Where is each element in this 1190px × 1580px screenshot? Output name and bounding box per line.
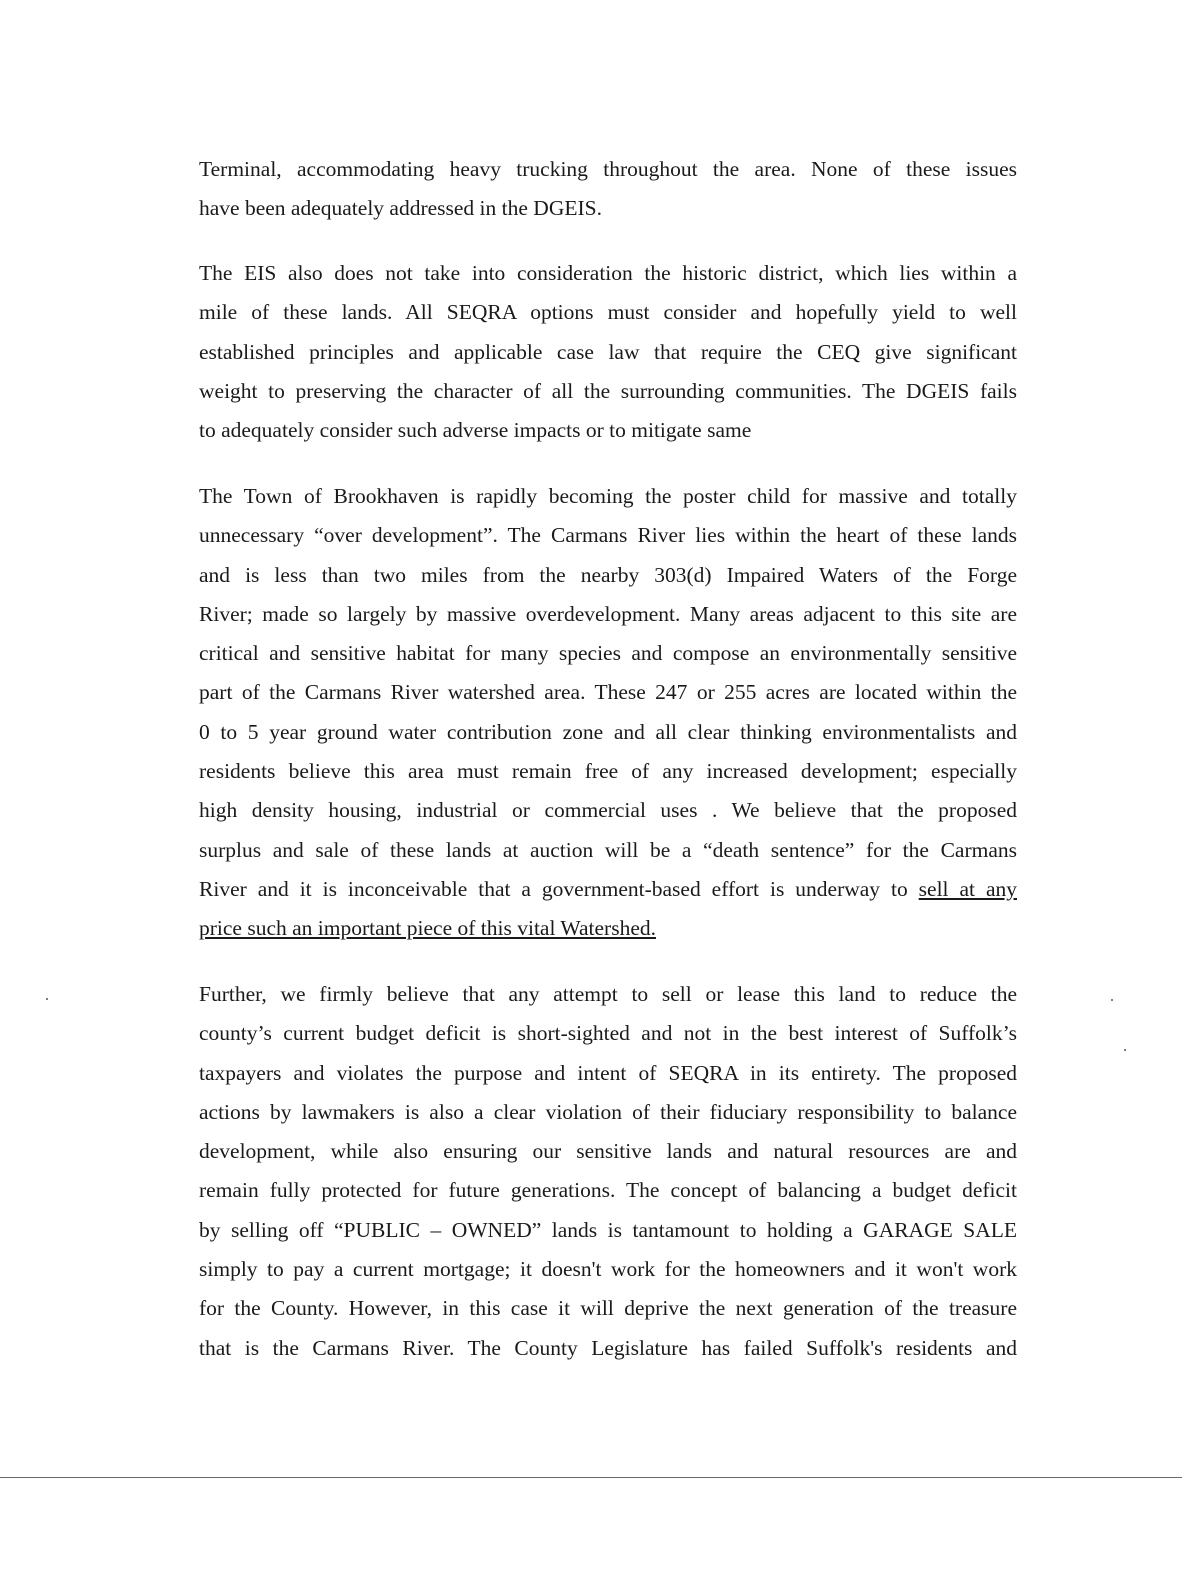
paragraph-line: Terminal, accommodating heavy trucking throughout the area. None of these issues — [199, 157, 1017, 181]
paragraph-line: River; made so largely by massive overdevelopment. Many areas adjacent to this site are — [199, 601, 1017, 626]
paragraph-line: taxpayers and violates the purpose and intent of SEQRA in its entirety. The proposed — [199, 1060, 1017, 1085]
paragraph-line: development, while also ensuring our sensitive lands and natural resources are and — [199, 1139, 1017, 1164]
paragraph-line: The Town of Brookhaven is rapidly becoming the poster child for massive and totally — [199, 484, 1017, 508]
paragraph-line: unnecessary “over development”. The Carmans River lies within the heart of these lands — [199, 523, 1017, 548]
paragraph-line: The EIS also does not take into consideration the historic district, which lies within a — [199, 261, 1017, 285]
scan-speck — [1124, 1049, 1126, 1051]
footer-rule — [0, 1477, 1182, 1478]
paragraph-line-underlined: price such an important piece of this vital Watershed. — [199, 916, 656, 941]
paragraph-line: high density housing, industrial or commercial uses . We believe that the proposed — [199, 798, 1017, 823]
paragraph-line: part of the Carmans River watershed area. These 247 or 255 acres are located within the — [199, 680, 1017, 705]
paragraph-line: that is the Carmans River. The County Legislature has failed Suffolk's residents and — [199, 1335, 1017, 1360]
paragraph-line: Further, we firmly believe that any attempt to sell or lease this land to reduce the — [199, 982, 1017, 1006]
paragraph-2 — [199, 254, 1017, 450]
scan-speck — [46, 998, 48, 1000]
paragraph-line-with-underline — [199, 870, 1017, 909]
paragraph-3 — [199, 477, 1017, 949]
paragraph-line: remain fully protected for future generations. The concept of balancing a budget deficit — [199, 1178, 1017, 1203]
paragraph-line: actions by lawmakers is also a clear violation of their fiduciary responsibility to balance — [199, 1099, 1017, 1124]
paragraph-line: simply to pay a current mortgage; it doesn't work for the homeowners and it won't work — [199, 1257, 1017, 1282]
paragraph-line: county’s current budget deficit is short-sighted and not in the best interest of Suffolk’s — [199, 1021, 1017, 1046]
paragraph-line: for the County. However, in this case it will deprive the next generation of the treasure — [199, 1296, 1017, 1321]
paragraph-text: River and it is inconceivable that a government-based effort is underway to — [199, 876, 908, 901]
paragraph-line: residents believe this area must remain free of any increased development; especially — [199, 759, 1017, 784]
paragraph-4 — [199, 975, 1017, 1368]
paragraph-line: by selling off “PUBLIC – OWNED” lands is tantamount to holding a GARAGE SALE — [199, 1217, 1017, 1242]
paragraph-line: weight to preserving the character of all the surrounding communities. The DGEIS fails — [199, 378, 1017, 403]
paragraph-line: mile of these lands. All SEQRA options must consider and hopefully yield to well — [199, 300, 1017, 325]
paragraph-line: surplus and sale of these lands at auction will be a “death sentence” for the Carmans — [199, 837, 1017, 862]
underlined-text: sell at any — [918, 876, 1017, 901]
paragraph-line: established principles and applicable case law that require the CEQ give significant — [199, 339, 1017, 364]
paragraph-line: and is less than two miles from the nearby 303(d) Impaired Waters of the Forge — [199, 562, 1017, 587]
paragraph-line: to adequately consider such adverse impacts or to mitigate same — [199, 418, 752, 443]
scan-speck — [1111, 999, 1113, 1001]
paragraph-line: critical and sensitive habitat for many species and compose an environmentally sensitive — [199, 641, 1017, 666]
paragraph-line: 0 to 5 year ground water contribution zone and all clear thinking environmentalists and — [199, 719, 1017, 744]
paragraph-1 — [199, 150, 1017, 229]
paragraph-line: have been adequately addressed in the DGEIS. — [199, 196, 602, 221]
